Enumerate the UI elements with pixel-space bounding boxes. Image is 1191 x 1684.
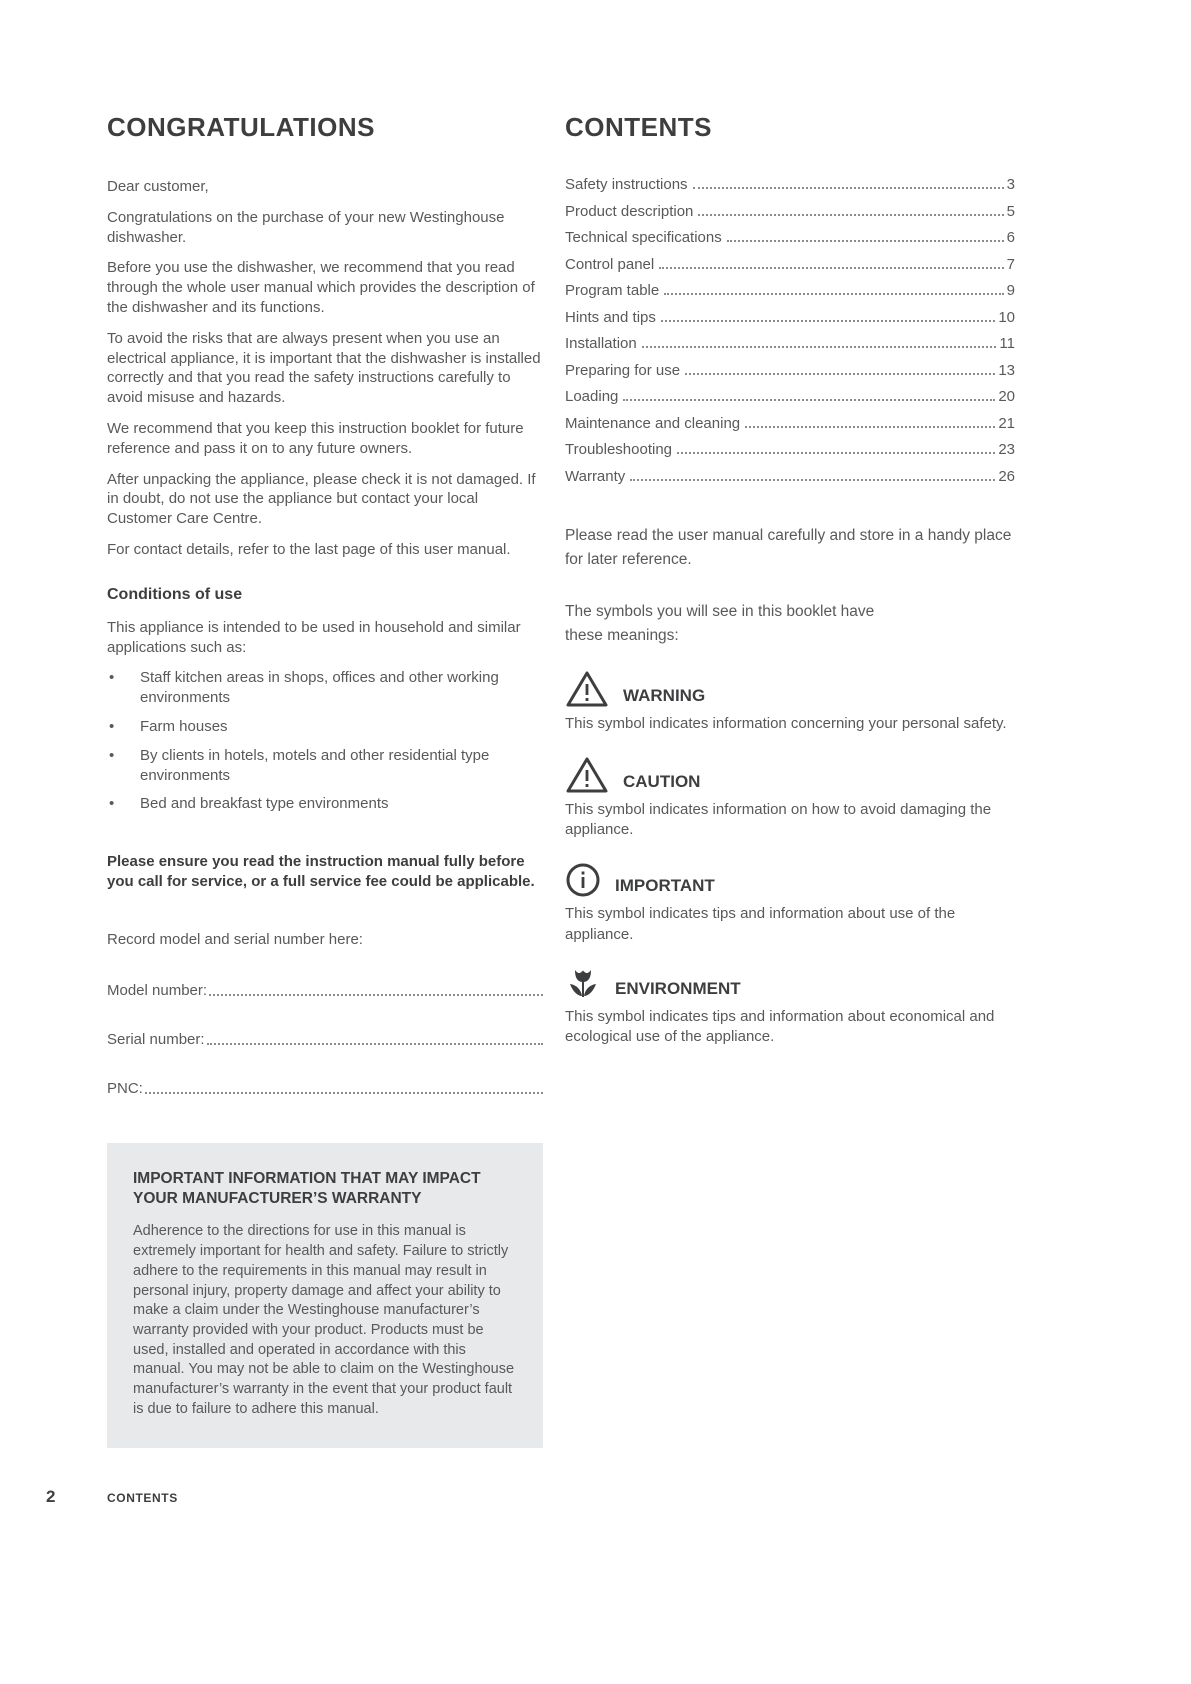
model-number-label: Model number: bbox=[107, 981, 208, 999]
toc-dot-leader bbox=[630, 479, 995, 481]
paragraph: Dear customer, bbox=[107, 178, 209, 195]
warning-triangle-icon bbox=[565, 670, 609, 708]
store-manual-note: Please read the user manual carefully and store in a handy place for later reference. bbox=[565, 526, 1012, 568]
record-serial-instruction: Record model and serial number here: bbox=[107, 930, 363, 948]
warranty-box-body: Adherence to the directions for use in this manual is extremely important for health and safety. Failure to strictly adhere to the requirements in this manual may result in personal injury, property damage and affect your ability to make a claim under the Westinghouse manufacturer’s warranty provided with your product. Products must be used, installed and operated in accordance with this manual. You may not be able to claim on the Westinghouse manufacturer’s warranty in the event that your product fault is due to failure to adhere this manual. bbox=[133, 1223, 515, 1417]
pnc-field bbox=[107, 1080, 543, 1097]
toc-entry-page: 3 bbox=[1006, 176, 1015, 193]
caution-label: CAUTION bbox=[623, 771, 701, 791]
toc-entry-page: 10 bbox=[998, 308, 1015, 326]
toc-entry bbox=[565, 469, 1015, 484]
dotted-write-in-line bbox=[207, 1043, 543, 1045]
caution-text: This symbol indicates information on how to avoid damaging the appliance. bbox=[565, 800, 992, 839]
environment-symbol-block bbox=[565, 967, 1015, 1048]
symbols-intro-note: The symbols you will see in this booklet have these meanings: bbox=[565, 602, 875, 644]
warranty-info-box bbox=[107, 1143, 543, 1448]
warning-label: WARNING bbox=[623, 685, 706, 705]
toc-dot-leader bbox=[693, 187, 1004, 189]
model-number-field bbox=[107, 982, 543, 999]
toc-dot-leader bbox=[677, 452, 995, 454]
toc-dot-leader bbox=[745, 426, 995, 428]
toc-entry-label: Loading bbox=[565, 388, 619, 405]
footer-section-label: CONTENTS bbox=[107, 1491, 178, 1505]
paragraph: After unpacking the appliance, please check it is not damaged. If in doubt, do not use the appliance but contact your local Customer Care Centre. bbox=[107, 470, 536, 528]
toc-dot-leader bbox=[664, 293, 1003, 295]
info-circle-icon bbox=[565, 862, 601, 898]
environment-label: ENVIRONMENT bbox=[615, 978, 741, 998]
bullet-item: • Staff kitchen areas in shops, offices and other working environments bbox=[107, 668, 543, 708]
toc-entry-label: Warranty bbox=[565, 467, 626, 485]
toc-entry-label: Safety instructions bbox=[565, 176, 688, 193]
table-of-contents bbox=[565, 177, 1015, 484]
toc-entry bbox=[565, 336, 1015, 351]
toc-entry-page: 26 bbox=[998, 467, 1015, 485]
paragraph: We recommend that you keep this instruction booklet for future reference and pass it on to any future owners. bbox=[107, 419, 524, 457]
toc-entry-page: 13 bbox=[998, 361, 1015, 379]
environment-text: This symbol indicates tips and information about economical and ecological use of the appliance. bbox=[565, 1007, 995, 1046]
toc-entry-label: Installation bbox=[565, 335, 637, 352]
toc-entry bbox=[565, 177, 1015, 192]
toc-entry-label: Program table bbox=[565, 282, 660, 299]
conditions-of-use-heading: Conditions of use bbox=[107, 585, 243, 603]
toc-entry-page: 6 bbox=[1006, 229, 1015, 246]
toc-entry-page: 20 bbox=[998, 388, 1015, 405]
toc-dot-leader bbox=[698, 214, 1003, 216]
toc-dot-leader bbox=[623, 399, 995, 401]
contents-heading: CONTENTS bbox=[565, 112, 712, 142]
toc-dot-leader bbox=[642, 346, 997, 348]
paragraph: Congratulations on the purchase of your new Westinghouse dishwasher. bbox=[107, 208, 505, 246]
toc-entry-label: Hints and tips bbox=[565, 308, 656, 326]
toc-entry bbox=[565, 204, 1015, 219]
paragraph: To avoid the risks that are always present when you use an electrical appliance, it is important that the dishwasher is installed correctly and that you read the safety instructions carefully to avoid misuse and hazards. bbox=[107, 329, 541, 407]
toc-dot-leader bbox=[661, 320, 995, 322]
toc-entry-page: 11 bbox=[999, 335, 1015, 352]
caution-symbol-block bbox=[565, 756, 1015, 841]
left-column bbox=[107, 112, 543, 1448]
footer-page-number: 2 bbox=[46, 1487, 56, 1506]
warning-symbol-block bbox=[565, 670, 1015, 734]
serial-number-label: Serial number: bbox=[107, 1030, 205, 1048]
toc-entry-label: Maintenance and cleaning bbox=[565, 414, 741, 432]
toc-entry-label: Control panel bbox=[565, 255, 655, 273]
toc-entry bbox=[565, 363, 1015, 378]
dotted-write-in-line bbox=[145, 1092, 543, 1094]
toc-entry bbox=[565, 257, 1015, 272]
toc-entry-label: Technical specifications bbox=[565, 229, 722, 246]
important-text: This symbol indicates tips and information about use of the appliance. bbox=[565, 905, 956, 943]
toc-entry bbox=[565, 283, 1015, 298]
bullet-item: • Farm houses bbox=[107, 717, 543, 737]
toc-entry bbox=[565, 416, 1015, 431]
toc-entry-label: Troubleshooting bbox=[565, 441, 673, 458]
toc-dot-leader bbox=[659, 267, 1003, 269]
toc-entry-page: 9 bbox=[1006, 282, 1015, 299]
toc-entry-page: 5 bbox=[1006, 202, 1015, 220]
important-symbol-block bbox=[565, 862, 1015, 945]
caution-triangle-icon bbox=[565, 756, 609, 794]
paragraph: For contact details, refer to the last page of this user manual. bbox=[107, 540, 511, 558]
dotted-write-in-line bbox=[209, 994, 543, 996]
serial-number-field bbox=[107, 1031, 543, 1048]
important-label: IMPORTANT bbox=[615, 876, 715, 896]
right-column bbox=[565, 112, 1015, 1448]
toc-dot-leader bbox=[685, 373, 995, 375]
warning-text: This symbol indicates information concerning your personal safety. bbox=[565, 714, 1007, 732]
warranty-box-title: IMPORTANT INFORMATION THAT MAY IMPACT YOUR MANUFACTURER’S WARRANTY bbox=[133, 1169, 481, 1208]
toc-entry bbox=[565, 310, 1015, 325]
toc-entry-page: 7 bbox=[1006, 255, 1015, 273]
conditions-intro: This appliance is intended to be used in household and similar applications such as: bbox=[107, 618, 521, 656]
flower-icon bbox=[565, 967, 601, 1001]
bullet-item: • Bed and breakfast type environments bbox=[107, 794, 543, 814]
toc-entry-page: 21 bbox=[998, 414, 1015, 432]
toc-dot-leader bbox=[727, 240, 1004, 242]
bullet-item: • By clients in hotels, motels and other residential type environments bbox=[107, 746, 543, 786]
toc-entry bbox=[565, 389, 1015, 404]
toc-entry-label: Product description bbox=[565, 202, 694, 220]
pnc-label: PNC: bbox=[107, 1079, 143, 1097]
toc-entry bbox=[565, 442, 1015, 457]
paragraph: Before you use the dishwasher, we recommend that you read through the whole user manual which provides the description of the dishwasher and its functions. bbox=[107, 259, 535, 316]
conditions-bullet-list bbox=[107, 668, 543, 814]
toc-entry-label: Preparing for use bbox=[565, 361, 681, 379]
service-fee-note: Please ensure you read the instruction manual fully before you call for service, or a full service fee could be applicable. bbox=[107, 853, 535, 890]
congratulations-heading: CONGRATULATIONS bbox=[107, 112, 375, 142]
toc-entry bbox=[565, 230, 1015, 245]
toc-entry-page: 23 bbox=[998, 441, 1015, 458]
